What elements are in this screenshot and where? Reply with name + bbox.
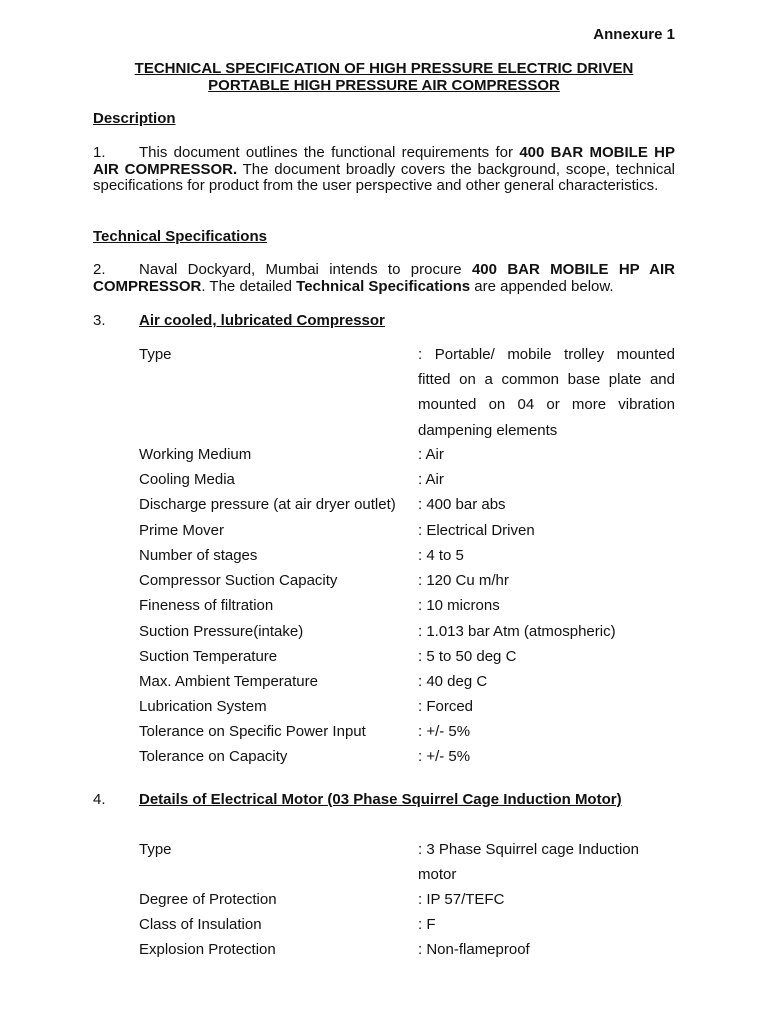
annexure-label: Annexure 1 bbox=[593, 26, 675, 43]
spec-value: : 120 Cu m/hr bbox=[418, 572, 509, 589]
spec-key: Lubrication System bbox=[139, 698, 267, 715]
spec-value: : Air bbox=[418, 471, 444, 488]
spec-value: : 5 to 50 deg C bbox=[418, 648, 517, 665]
section-3-heading bbox=[93, 312, 385, 329]
spec-value: : IP 57/TEFC bbox=[418, 891, 505, 908]
spec-value: : 1.013 bar Atm (atmospheric) bbox=[418, 623, 616, 640]
spec-value: : Air bbox=[418, 446, 444, 463]
spec-key: Type bbox=[139, 346, 172, 363]
paragraph-number: 2. bbox=[93, 261, 106, 278]
title-line-1: TECHNICAL SPECIFICATION OF HIGH PRESSURE ELECTRIC DRIVEN bbox=[134, 60, 634, 77]
spec-key: Working Medium bbox=[139, 446, 252, 463]
spec-key: Type bbox=[139, 841, 172, 858]
spec-value: : Portable/ mobile trolley mounted fitted on a common base plate and mounted on 04 or more vibration dampening elements bbox=[418, 346, 675, 439]
spec-value: : 4 to 5 bbox=[418, 547, 464, 564]
spec-value: : Forced bbox=[418, 698, 474, 715]
spec-value: : 3 Phase Squirrel cage Induction motor bbox=[418, 841, 639, 884]
spec-value: : 10 microns bbox=[418, 597, 500, 614]
spec-key: Prime Mover bbox=[139, 522, 225, 539]
spec-key: Degree of Protection bbox=[139, 891, 277, 908]
section-label: Details of Electrical Motor (03 Phase Squirrel Cage Induction Motor) bbox=[139, 791, 622, 808]
spec-key: Compressor Suction Capacity bbox=[139, 572, 338, 589]
title-line-2: PORTABLE HIGH PRESSURE AIR COMPRESSOR bbox=[208, 77, 560, 94]
spec-value: : +/- 5% bbox=[418, 748, 471, 765]
spec-key: Discharge pressure (at air dryer outlet) bbox=[139, 496, 396, 513]
spec-key: Cooling Media bbox=[139, 471, 235, 488]
section-label: Air cooled, lubricated Compressor bbox=[139, 312, 385, 329]
section-number: 4. bbox=[93, 791, 106, 808]
section-number: 3. bbox=[93, 312, 106, 329]
spec-key: Class of Insulation bbox=[139, 916, 262, 933]
spec-key: Number of stages bbox=[139, 547, 258, 564]
section-4-heading bbox=[93, 791, 622, 808]
description-heading: Description bbox=[93, 110, 176, 127]
document-title bbox=[93, 60, 675, 94]
spec-key: Tolerance on Capacity bbox=[139, 748, 288, 765]
spec-key: Suction Pressure(intake) bbox=[139, 623, 304, 640]
description-paragraph: 1. This document outlines the functional requirements for 400 BAR MOBILE HP AIR COMPRESSOR. The document broadly covers the background, scope, technical specifications for product from the user perspective and other general characteristics. bbox=[93, 144, 676, 194]
spec-value: : F bbox=[418, 916, 436, 933]
spec-key: Max. Ambient Temperature bbox=[139, 673, 318, 690]
spec-key: Fineness of filtration bbox=[139, 597, 274, 614]
spec-value: : +/- 5% bbox=[418, 723, 471, 740]
spec-key: Explosion Protection bbox=[139, 941, 276, 958]
spec-value: : 400 bar abs bbox=[418, 496, 506, 513]
technical-specifications-paragraph: 2. Naval Dockyard, Mumbai intends to procure 400 BAR MOBILE HP AIR COMPRESSOR. The detailed Technical Specifications are appended below. bbox=[93, 261, 675, 295]
technical-specifications-heading: Technical Specifications bbox=[93, 228, 267, 245]
spec-value: : Electrical Driven bbox=[418, 522, 535, 539]
spec-value: : 40 deg C bbox=[418, 673, 488, 690]
spec-key: Tolerance on Specific Power Input bbox=[139, 723, 366, 740]
spec-key: Suction Temperature bbox=[139, 648, 278, 665]
spec-value: : Non-flameproof bbox=[418, 941, 530, 958]
paragraph-number: 1. bbox=[93, 144, 106, 161]
